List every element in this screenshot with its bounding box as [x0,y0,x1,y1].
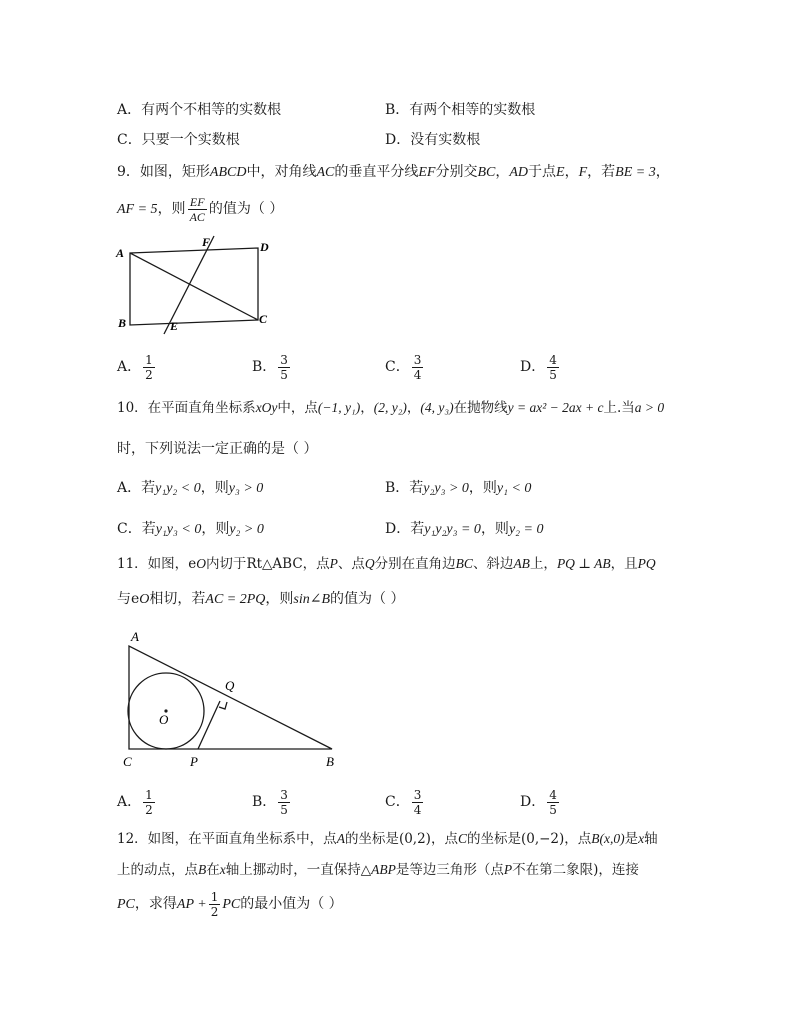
label-f: F [202,235,211,249]
q10-option-a: A．若y₁y₂ < 0，则y₃ > 0 [117,480,264,496]
q11-triangle-figure [115,628,345,773]
label-c: C [259,312,268,326]
q11-option-c: C． $\frac{3}{4}$ [385,787,422,817]
label-a: A [131,629,139,644]
right-angle-mark [219,702,227,709]
label-o: O [159,712,169,727]
q9-stem-line2: AF = 5，则 $\frac{EF}{AC}$ 的值为（ ） [117,194,284,224]
label-c: C [123,754,132,769]
q8-option-a: A．有两个不相等的实数根 [117,102,282,118]
q9-option-d: D． $\frac{4}{5}$ [520,352,557,382]
q8-option-b: B．有两个相等的实数根 [385,102,536,118]
q9-fraction: $\frac{EF}{AC}$ [189,194,205,224]
q12-stem-line3: PC，求得AP + $\frac{1}{2}$ PC的最小值为（ ） [117,889,343,919]
q12-stem-line1: 12．如图，在平面直角坐标系中，点A的坐标是(0,2)，点C的坐标是(0,−2)，点B(x,0)是x轴 [117,831,658,847]
q10-option-c: C．若y₁y₃ < 0，则y₂ > 0 [117,521,264,537]
q11-option-d: D． $\frac{4}{5}$ [520,787,557,817]
q9-stem-line1: 9．如图，矩形ABCD中，对角线AC的垂直平分线EF分别交BC，AD于点E，F，若BE = 3， [117,164,670,180]
label-b: B [326,754,334,769]
q9-rectangle-figure [112,234,282,336]
q8-option-c: C．只要一个实数根 [117,132,240,148]
q9-option-a: A． $\frac{1}{2}$ [117,352,153,382]
label-q: Q [225,678,235,693]
q12-stem-line2: 上的动点，点B在x轴上挪动时，一直保持△ABP是等边三角形（点P不在第二象限)，连接 [117,862,639,878]
q9-option-b: B． $\frac{3}{5}$ [252,352,288,382]
q11-stem-line1: 11．如图，eO内切于Rt△ABC，点P、点Q分别在直角边BC、斜边AB上，PQ ⊥ AB，且PQ [117,556,656,572]
label-a: A [116,246,125,260]
diagonal-ac [130,253,258,320]
q10-option-d: D．若y₁y₂y₃ = 0，则y₂ = 0 [385,521,544,537]
q11-option-a: A． $\frac{1}{2}$ [117,787,153,817]
label-d: D [260,240,269,254]
label-p: P [190,754,198,769]
q10-stem-line1: 10．在平面直角坐标系xOy中，点(−1, y₁)，(2, y₂)，(4, y₃)在抛物线y = ax² − 2ax + c上.当a > 0 [117,400,665,416]
q8-option-d: D．没有实数根 [385,132,481,148]
label-e: E [170,319,179,333]
q10-option-b: B．若y₂y₃ > 0，则y₁ < 0 [385,480,532,496]
q11-option-b: B． $\frac{3}{5}$ [252,787,288,817]
q10-stem-line2: 时，下列说法一定正确的是（ ） [117,441,318,457]
label-b: B [118,316,127,330]
q11-stem-line2: 与eO相切，若AC = 2PQ，则sin∠B的值为（ ） [117,591,405,607]
q9-option-c: C． $\frac{3}{4}$ [385,352,422,382]
triangle-abc [129,646,332,749]
